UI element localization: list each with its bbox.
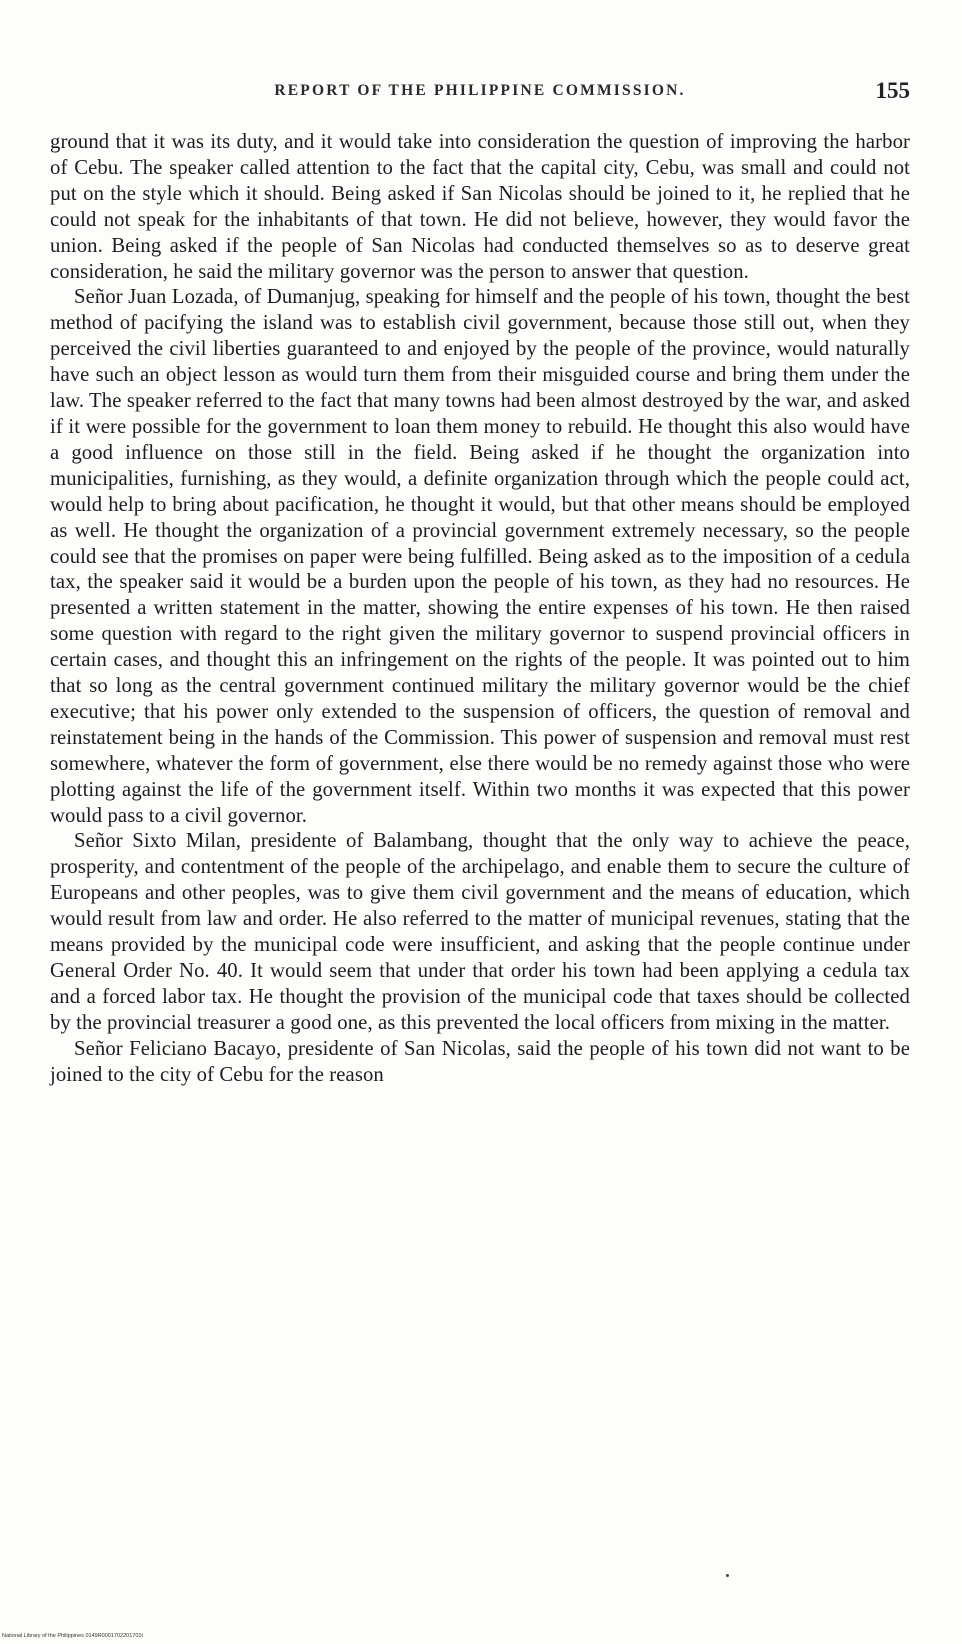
scan-footer: National Library of the Philippines 0149R0001702201701t (2, 1633, 143, 1639)
page-number: 155 (875, 78, 910, 103)
paragraph-sixto-milan: Señor Sixto Milan, presidente of Balambang, thought that the only way to achieve the peace, prosperity, and contentment of the people of the archipelago, and enable them to secure the culture of Europeans and other peoples, was to give them civil government and the means of education, which would result from law and order. He also referred to the matter of municipal revenues, stating that the means provided by the municipal code were insufficient, and asking that the people continue under General Order No. 40. It would seem that under that order his town had been applying a cedula tax and a forced labor tax. He thought the provision of the municipal code that taxes should be collected by the provincial treasurer a good one, as this prevented the local officers from mixing in the matter. (50, 830, 910, 1034)
paragraph-continuation: ground that it was its duty, and it would take into consideration the question of improving the harbor of Cebu. The speaker called attention to the fact that the capital city, Cebu, was small and could not put on the style which it should. Being asked if San Nicolas should be joined to it, he replied that he could not speak for the inhabitants of that town. He did not believe, however, they would favor the union. Being asked if the people of San Nicolas had conducted themselves so as to deserve great consideration, he said the military governor was the person to answer that question. (50, 131, 910, 283)
paragraph-feliciano-bacayo: Señor Feliciano Bacayo, presidente of San Nicolas, said the people of his town did not want to be joined to the city of Cebu for the reason (50, 1037, 910, 1086)
body-text (50, 130, 910, 1089)
running-header (50, 78, 910, 108)
scan-speck (726, 1574, 729, 1577)
paragraph-juan-lozada: Señor Juan Lozada, of Dumanjug, speaking for himself and the people of his town, thought the best method of pacifying the island was to establish civil government, because those still out, when they perceived the civil liberties guaranteed to and enjoyed by the people of the province, would naturally have such an object lesson as would turn them from their misguided course and bring them under the law. The speaker referred to the fact that many towns had been almost destroyed by the war, and asked if it were possible for the government to loan them money to rebuild. He thought this also would have a good influence on those still in the field. Being asked if he thought the organization into municipalities, furnishing, as they would, a definite organization through which the people could act, would help to bring about pacification, he thought it would, but that other means should be employed as well. He thought the organization of a provincial government extremely necessary, so the people could see that the promises on paper were being fulfilled. Being asked as to the imposition of a cedula tax, the speaker said it would be a burden upon the people of his town, as they had no resources. He presented a written statement in the matter, showing the entire expenses of his town. He then raised some question with regard to the right given the military governor to suspend provincial officers in certain cases, and thought this an infringement on the rights of the people. It was pointed out to him that so long as the central government continued military the military governor would be the chief executive; that his power only extended to the suspension of officers, the question of removal and reinstatement being in the hands of the Commission. This power of suspension and removal must rest somewhere, whatever the form of government, else there would be no remedy against those who were plotting against the life of the government itself. Within two months it was expected that this power would pass to a civil governor. (50, 286, 910, 827)
running-title: REPORT OF THE PHILIPPINE COMMISSION. (274, 82, 686, 99)
